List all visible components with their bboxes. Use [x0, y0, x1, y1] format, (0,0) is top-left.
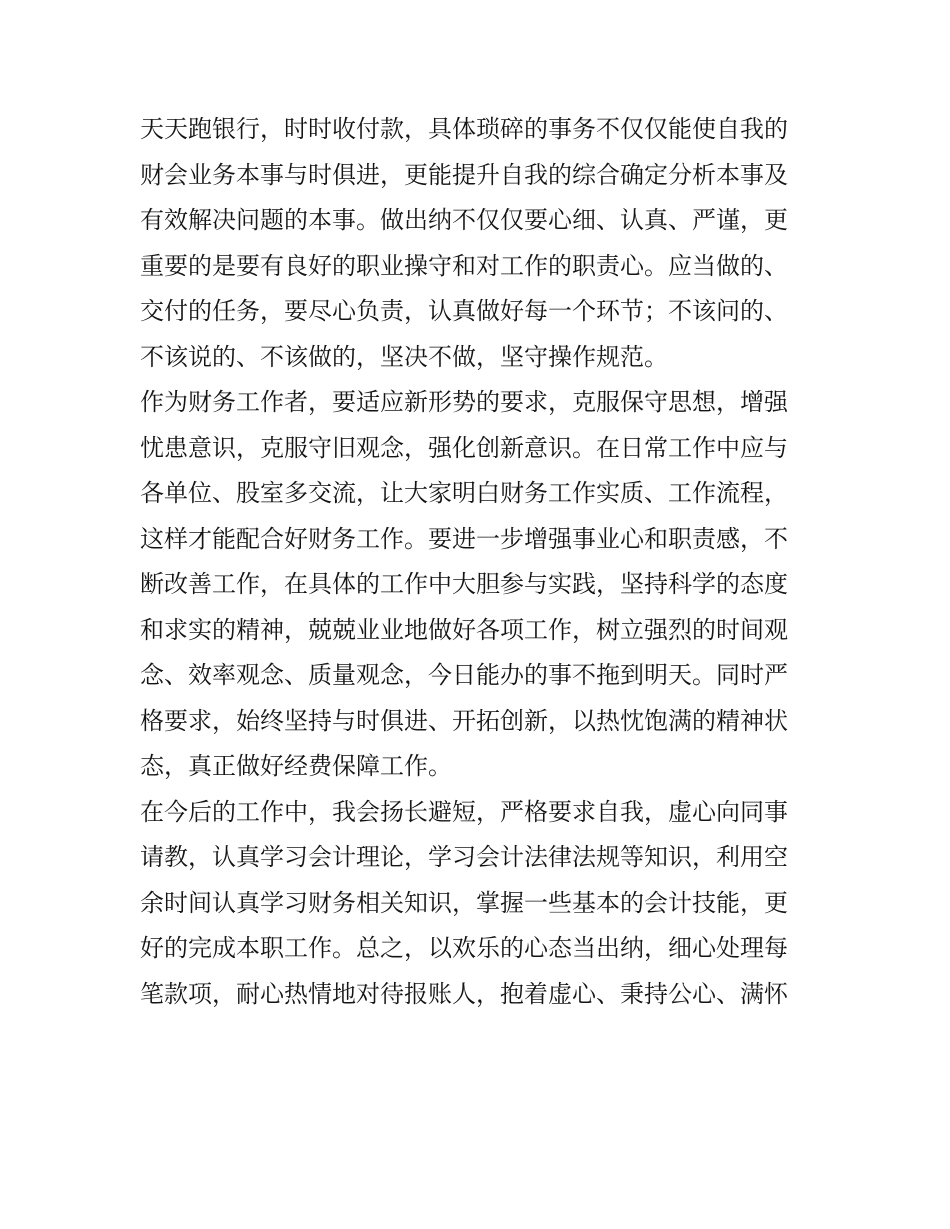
text-line: 笔款项，耐心热情地对待报账人，抱着虚心、秉持公心、满怀 [140, 979, 788, 1008]
text-line: 交付的任务，要尽心负责，认真做好每一个环节；不该问的、 [140, 297, 788, 325]
text-line: 不该说的、不该做的，坚决不做，坚守操作规范。 [140, 342, 668, 371]
text-line: 在今后的工作中，我会扬长避短，严格要求自我，虚心向同事 [140, 797, 788, 826]
text-line: 念、效率观念、质量观念，今日能办的事不拖到明天。同时严 [140, 661, 788, 689]
text-line: 重要的是要有良好的职业操守和对工作的职责心。应当做的、 [140, 251, 788, 280]
text-line: 忧患意识，克服守旧观念，强化创新意识。在日常工作中应与 [140, 433, 788, 462]
text-line: 有效解决问题的本事。做出纳不仅仅要心细、认真、严谨，更 [140, 206, 788, 234]
text-line: 天天跑银行，时时收付款，具体琐碎的事务不仅仅能使自我的 [140, 115, 788, 143]
document-body [140, 107, 820, 1017]
text-line: 这样才能配合好财务工作。要进一步增强事业心和职责感，不 [140, 524, 788, 553]
text-line: 作为财务工作者，要适应新形势的要求，克服保守思想，增强 [140, 388, 788, 416]
paragraph [140, 380, 820, 790]
text-line: 断改善工作，在具体的工作中大胆参与实践，坚持科学的态度 [140, 570, 788, 598]
text-line: 格要求，始终坚持与时俱进、开拓创新，以热忱饱满的精神状 [140, 706, 788, 735]
text-line: 财会业务本事与时俱进，更能提升自我的综合确定分析本事及 [140, 160, 788, 189]
text-line: 各单位、股室多交流，让大家明白财务工作实质、工作流程， [140, 479, 788, 507]
paragraph [140, 107, 820, 380]
text-line: 好的完成本职工作。总之，以欢乐的心态当出纳，细心处理每 [140, 934, 788, 962]
text-line: 余时间认真学习财务相关知识，掌握一些基本的会计技能，更 [140, 888, 788, 917]
text-line: 请教，认真学习会计理论，学习会计法律法规等知识，利用空 [140, 843, 788, 871]
text-line: 和求实的精神，兢兢业业地做好各项工作，树立强烈的时间观 [140, 615, 788, 644]
paragraph [140, 790, 820, 1018]
text-line: 态，真正做好经费保障工作。 [140, 752, 452, 780]
